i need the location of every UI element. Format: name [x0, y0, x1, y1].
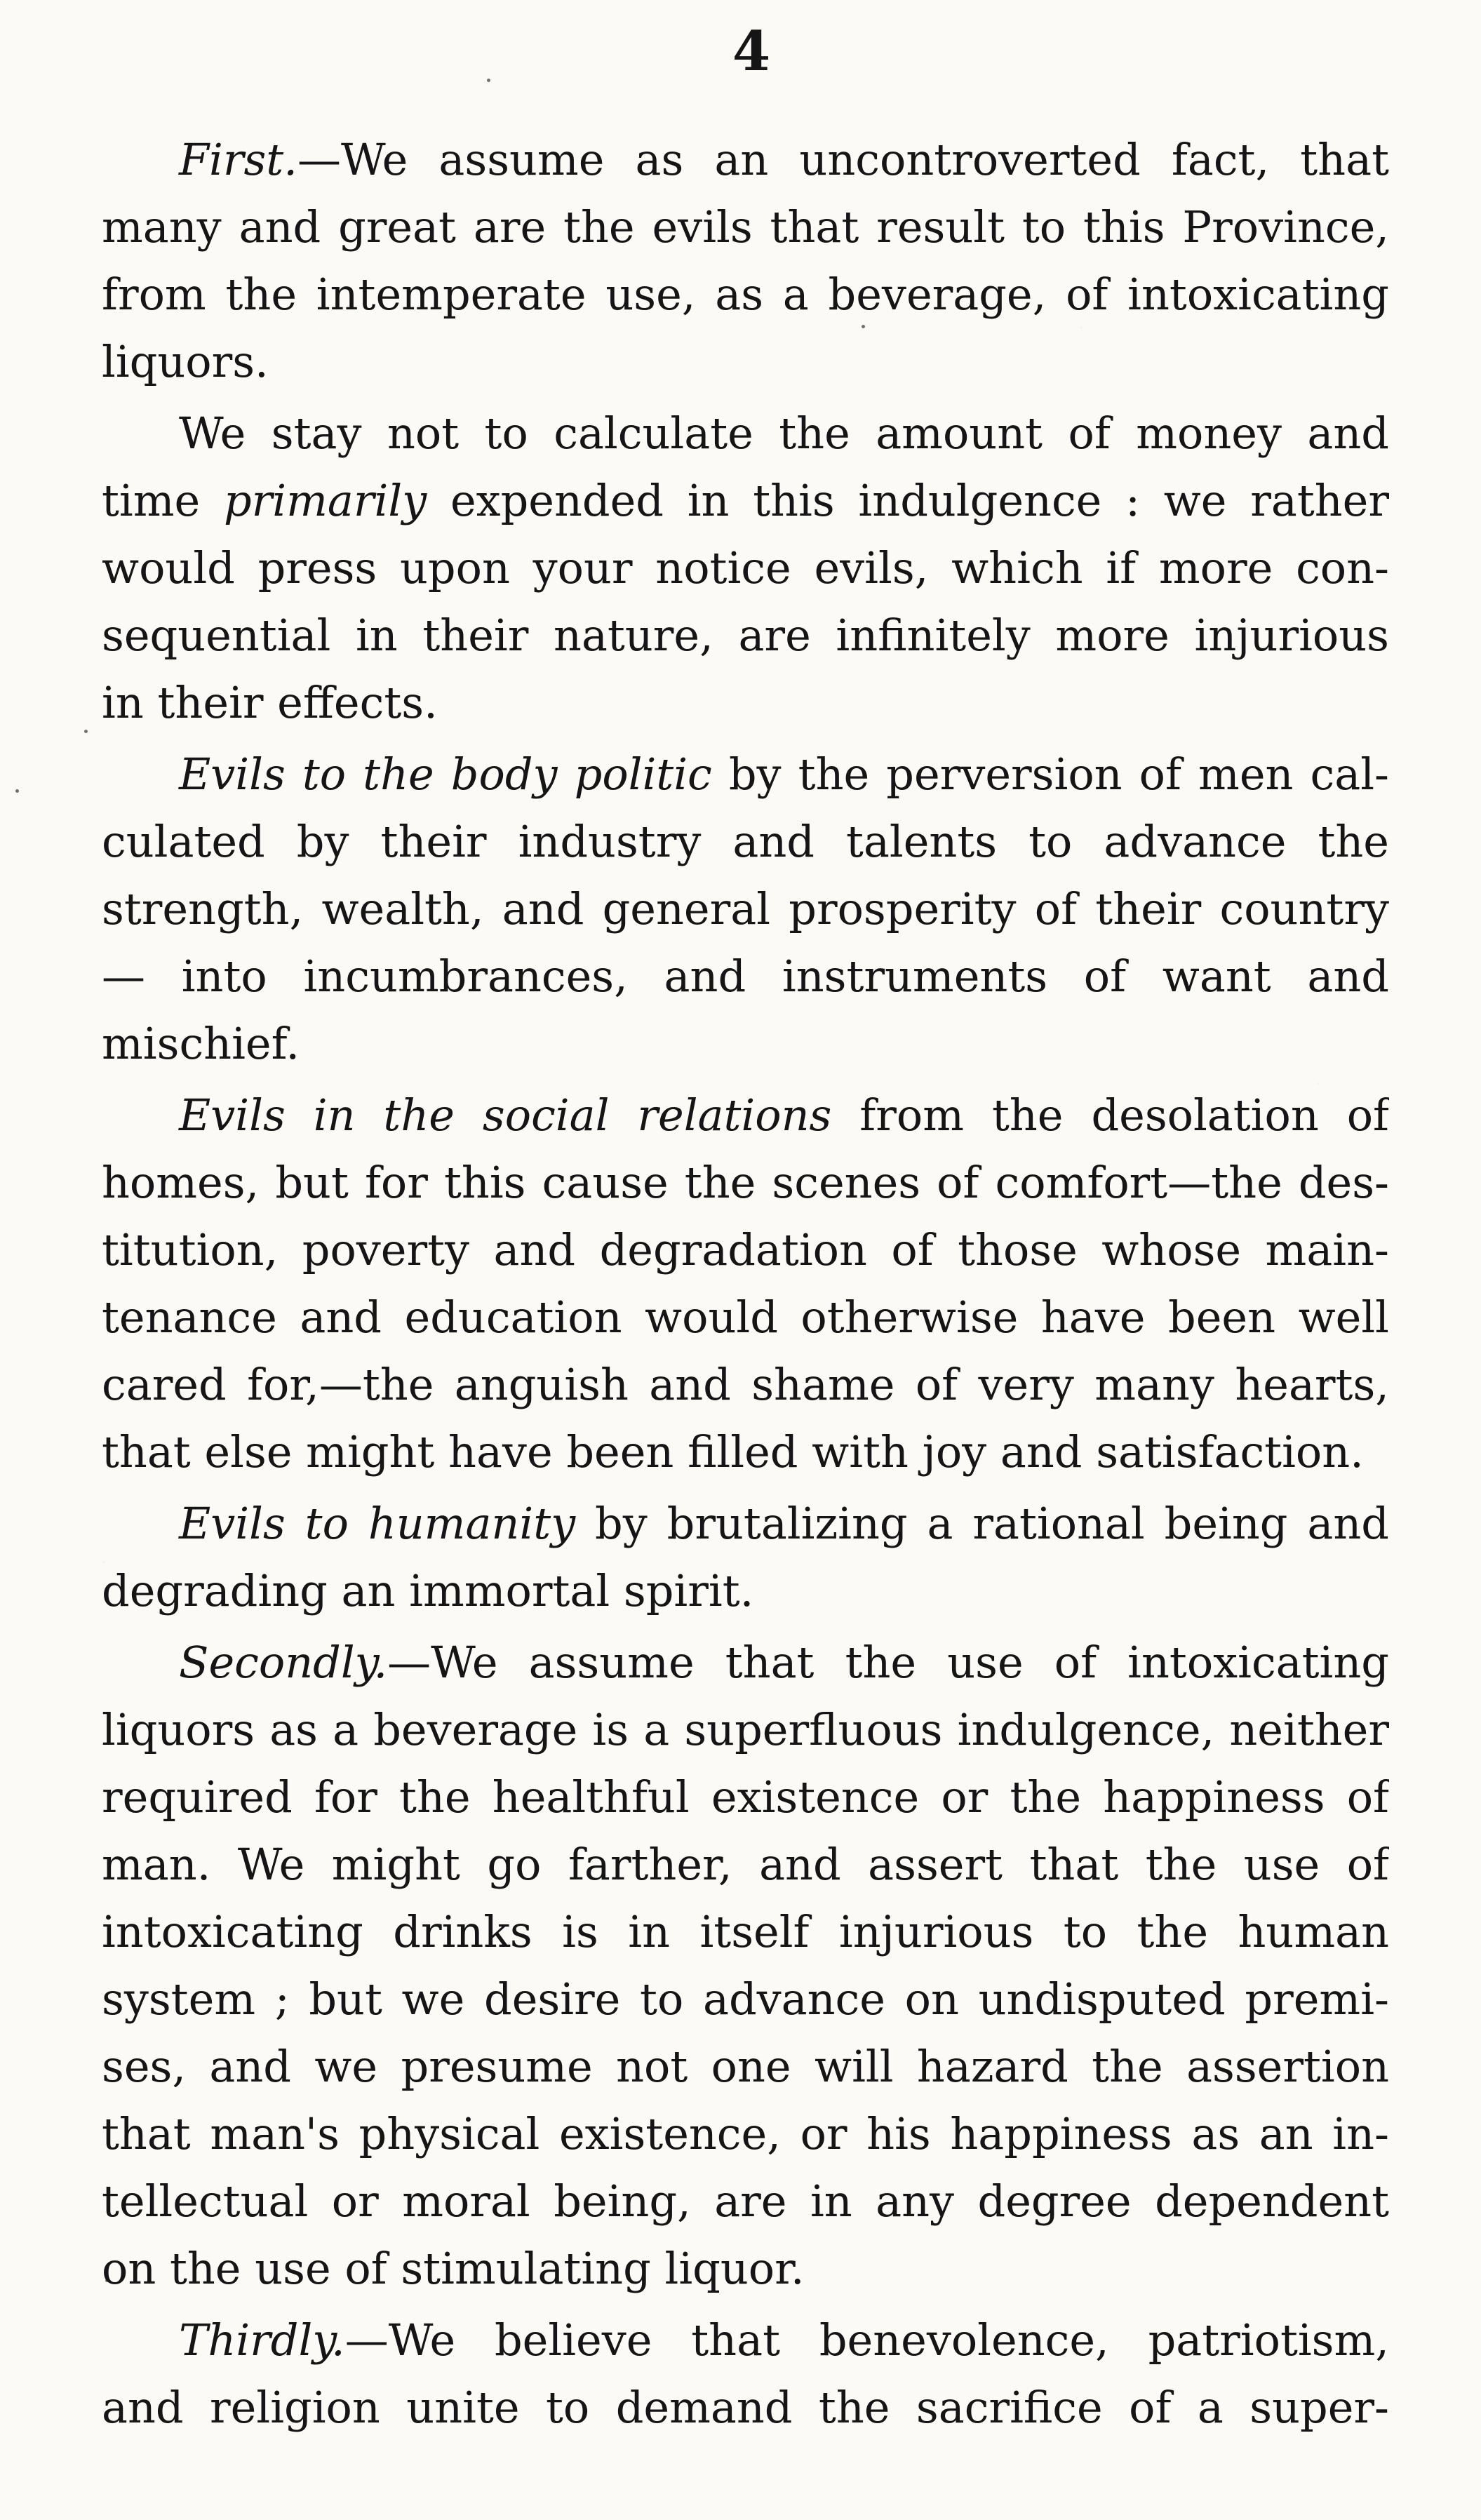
text-line: tenance and education would otherwise have been well [102, 1292, 1389, 1343]
text-line: mischief. [102, 1018, 300, 1069]
text-line: would press upon your notice evils, which if more con- [102, 542, 1389, 594]
text-line: system ; but we desire to advance on undisputed premi- [102, 1973, 1389, 2025]
text-line: required for the healthful existence or the happiness of [102, 1771, 1389, 1823]
document-body [102, 126, 1389, 2441]
text-line: sequential in their nature, are infinitely more injurious [102, 610, 1389, 661]
text-line: many and great are the evils that result to this Province, [102, 201, 1389, 253]
line-text: by brutalizing a rational being and [575, 1498, 1389, 1549]
text-line: degrading an immortal spirit. [102, 1565, 754, 1616]
text-line [102, 126, 1389, 194]
print-speck [15, 789, 19, 793]
text-line: tellectual or moral being, are in any degree dependent [102, 2176, 1389, 2227]
line-text: from the desolation of [831, 1090, 1389, 1141]
paragraph-social-relations [102, 1082, 1389, 1486]
emphasized-word: primarily [223, 475, 427, 526]
text-line: that man's physical existence, or his happiness as an in- [102, 2108, 1389, 2159]
text-line: cared for,—the anguish and shame of very many hearts, [102, 1359, 1389, 1410]
text-line: and religion unite to demand the sacrifice of a super- [102, 2382, 1389, 2433]
line-text: —We assume as an uncontroverted fact, that [297, 134, 1389, 185]
section-lead: Secondly. [179, 1637, 388, 1688]
text-line: culated by their industry and talents to advance the [102, 816, 1389, 867]
text-line: We stay not to calculate the amount of money and [179, 408, 1389, 459]
line-text: expended in this indulgence : we rather [427, 475, 1389, 526]
section-lead: Evils to humanity [179, 1498, 576, 1549]
text-line: that else might have been filled with joy and satisfaction. [102, 1426, 1364, 1477]
section-lead: Thirdly. [179, 2314, 345, 2366]
text-line: titution, poverty and degradation of those whose main- [102, 1224, 1389, 1275]
text-line: in their effects. [102, 677, 438, 728]
paragraph-cost [102, 400, 1389, 737]
section-lead: Evils in the social relations [179, 1090, 832, 1141]
print-speck [487, 79, 490, 82]
text-line: liquors. [102, 336, 269, 387]
paragraph-thirdly [102, 2307, 1389, 2441]
line-text: —We believe that benevolence, patriotism, [344, 2314, 1389, 2366]
line-text: —We assume that the use of intoxicating [387, 1637, 1389, 1688]
text-line [102, 1490, 1389, 1557]
text-line [102, 1629, 1389, 1696]
text-line: from the intemperate use, as a beverage, of intoxicating [102, 269, 1389, 320]
line-text: time [102, 475, 224, 526]
text-line: on the use of stimulating liquor. [102, 2243, 805, 2294]
text-line: homes, but for this cause the scenes of comfort—the des- [102, 1157, 1389, 1208]
text-line: strength, wealth, and general prosperity of their country [102, 883, 1389, 934]
paragraph-humanity [102, 1490, 1389, 1625]
text-line: ses, and we presume not one will hazard the assertion [102, 2041, 1389, 2092]
section-lead: Evils to the body politic [179, 749, 712, 800]
paragraph-first [102, 126, 1389, 396]
section-lead: First. [179, 134, 297, 185]
line-text: by the perversion of men cal- [711, 749, 1389, 800]
text-line: — into incumbrances, and instruments of want and [102, 951, 1389, 1002]
text-line: man. We might go farther, and assert that the use of [102, 1839, 1389, 1890]
text-line [102, 1082, 1389, 1149]
paragraph-secondly [102, 1629, 1389, 2303]
text-line [102, 2307, 1389, 2374]
page-number: 4 [732, 20, 771, 83]
text-line: liquors as a beverage is a superfluous indulgence, neither [102, 1704, 1389, 1755]
text-line: intoxicating drinks is in itself injurious to the human [102, 1906, 1389, 1957]
text-line [102, 741, 1389, 808]
print-speck [84, 730, 88, 733]
paragraph-body-politic [102, 741, 1389, 1078]
text-line [102, 467, 1389, 535]
